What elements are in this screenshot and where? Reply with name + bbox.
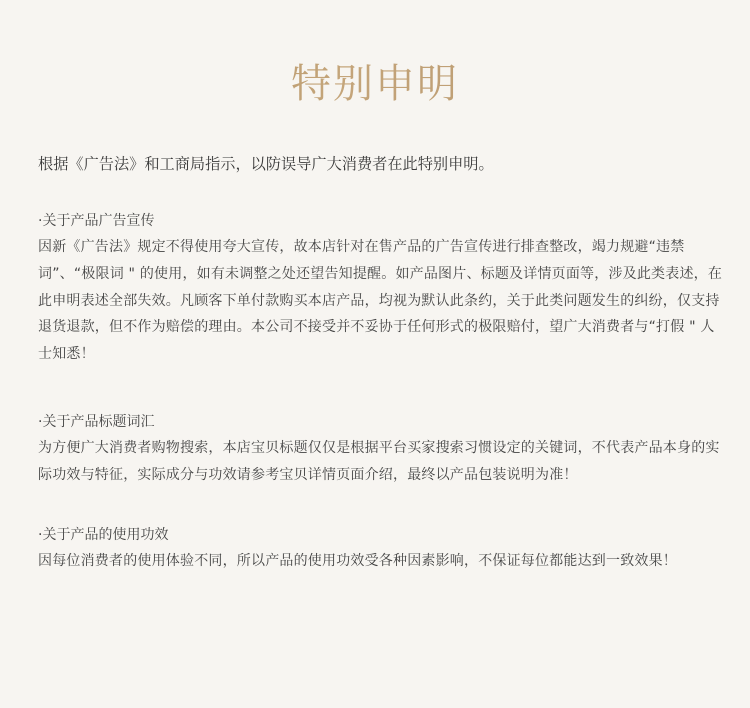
section-body: 因新《广告法》规定不得使用夸大宣传，故本店针对在售产品的广告宣传进行排查整改，竭力规避“违禁词”、“极限词 " 的使用，如有未调整之处还望告知提醒。如产品图片、标题及详情页面等，涉及此类表述，在此申明表述全部失效。凡顾客下单付款购买本店产品，均视为默认此条约，关于此类问题发生的纠纷，仅支持退货退款，但不作为赔偿的理由。本公司不接受并不妥协于任何形式的极限赔付，望广大消费者与“打假 " 人士知悉！ — [38, 239, 723, 362]
section-body: 因每位消费者的使用体验不同，所以产品的使用功效受各种因素影响，不保证每位都能达到一致效果！ — [38, 553, 677, 570]
section-heading: ·关于产品广告宣传 — [38, 213, 155, 229]
section-heading: ·关于产品标题词汇 — [38, 414, 155, 430]
section-advertising — [38, 208, 726, 367]
section-usage-effects — [38, 522, 726, 575]
page-title: 特别申明 — [0, 58, 750, 110]
section-title-keywords — [38, 409, 726, 489]
intro-text: 根据《广告法》和工商局指示，以防误导广大消费者在此特别申明。 — [38, 155, 494, 173]
section-heading: ·关于产品的使用功效 — [38, 527, 169, 543]
section-body: 为方便广大消费者购物搜索，本店宝贝标题仅仅是根据平台买家搜索习惯设定的关键词，不代表产品本身的实际功效与特征，实际成分与功效请参考宝贝详情页面介绍，最终以产品包装说明为准！ — [38, 440, 720, 483]
